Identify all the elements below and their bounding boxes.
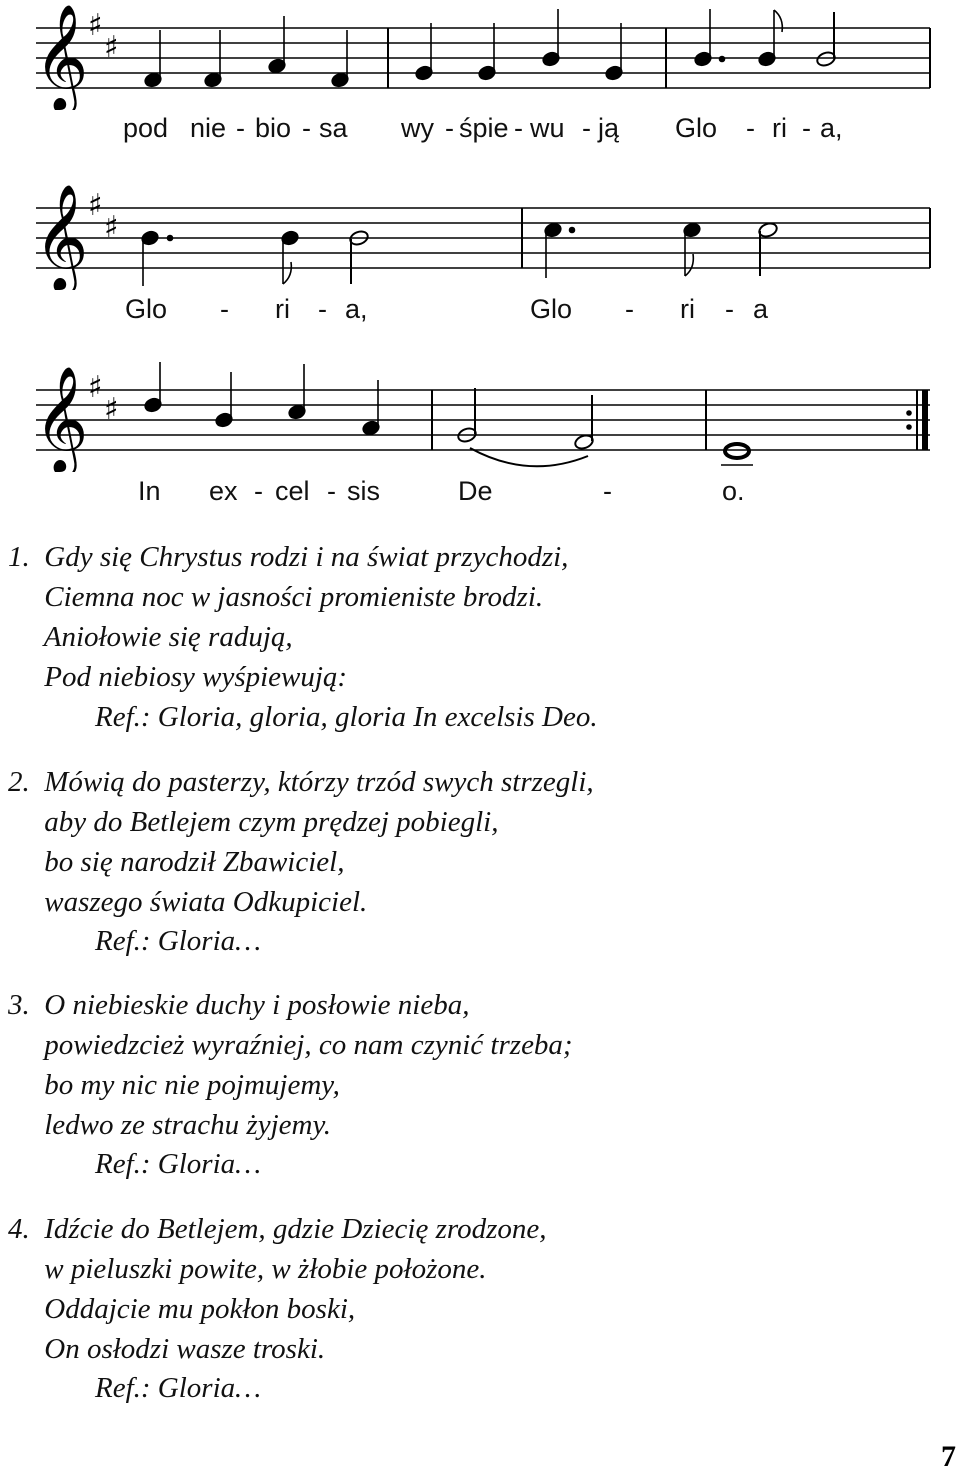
lyric-syllable: - (725, 294, 734, 324)
lyric-syllable: - (236, 113, 245, 143)
lyric-syllable: wy (401, 113, 434, 143)
verse-line: powiedzcież wyraźniej, co nam czynić trzeba; (8, 1029, 573, 1061)
note (143, 362, 162, 413)
note (287, 364, 306, 420)
sharp-icon: ♯ (88, 370, 103, 405)
staff-system-2 (0, 180, 960, 290)
verse-line: aby do Betlejem czym prędzej pobiegli, (8, 806, 499, 838)
note (414, 23, 433, 81)
note (573, 395, 594, 451)
lyric-syllable: De (458, 476, 493, 506)
lyric-syllable: - (746, 113, 755, 143)
lyric-syllable: Glo (530, 294, 573, 324)
lyric-syllable: nie (190, 113, 227, 143)
refrain-line: Ref.: Gloria… (8, 1148, 261, 1180)
lyric-syllable: Glo (125, 294, 168, 324)
lyric-syllable: ri (772, 113, 787, 143)
lyric-syllable: o. (722, 476, 745, 506)
lyric-syllable: pod (123, 113, 169, 143)
lyric-syllable: a (753, 294, 769, 324)
lyric-syllable: ri (275, 294, 290, 324)
lyric-syllable: a, (345, 294, 368, 324)
verse-line: Ciemna noc w jasności promieniste brodzi. (8, 581, 544, 613)
lyric-syllable: - (625, 294, 634, 324)
note (203, 30, 222, 88)
note (604, 23, 623, 81)
lyric-syllable: bio (255, 113, 292, 143)
note (267, 16, 286, 74)
note (214, 372, 233, 428)
lyric-syllable: In (138, 476, 161, 506)
lyric-syllable: a, (820, 113, 843, 143)
refrain-line: Ref.: Gloria… (8, 925, 261, 957)
verse-line: w pieluszki powite, w żłobie położone. (8, 1253, 487, 1285)
note (541, 9, 560, 67)
verse-line: waszego świata Odkupiciel. (8, 886, 368, 918)
note (140, 230, 172, 286)
note (361, 380, 380, 436)
lyric-syllable: - (220, 294, 229, 324)
page-number: 7 (941, 1440, 956, 1473)
lyric-syllable: ex (209, 476, 238, 506)
whole-note (721, 444, 753, 465)
lyric-syllable: - (318, 294, 327, 324)
verse-line: Oddajcie mu pokłon boski, (8, 1293, 356, 1325)
staff-system-3 (0, 362, 960, 472)
verse-line: 2. Mówią do pasterzy, którzy trzód swych strzegli, (8, 766, 594, 798)
lyric-syllable: ją (598, 113, 620, 143)
note (143, 30, 162, 88)
verse-line: 3. O niebieskie duchy i posłowie nieba, (8, 989, 470, 1021)
staff-system-1 (0, 0, 960, 110)
verse-line: 4. Idźcie do Betlejem, gdzie Dziecię zrodzone, (8, 1213, 547, 1245)
verse-line: bo my nic nie pojmujemy, (8, 1069, 340, 1101)
note (477, 23, 496, 81)
lyric-syllable: ri (680, 294, 695, 324)
sharp-icon: ♯ (104, 210, 119, 245)
verse-line: Pod niebiosy wyśpiewują: (8, 661, 348, 693)
note (280, 230, 299, 284)
lyric-syllable: Glo (675, 113, 718, 143)
lyric-syllable: - (514, 113, 523, 143)
refrain-line: Ref.: Gloria, gloria, gloria In excelsis Deo. (8, 701, 598, 733)
lyric-syllable: - (582, 113, 591, 143)
lyric-syllable: - (302, 113, 311, 143)
note (330, 30, 349, 88)
treble-clef-icon: 𝄞 (34, 3, 89, 110)
lyric-syllable: - (445, 113, 454, 143)
sharp-icon: ♯ (88, 188, 103, 223)
lyric-syllable: - (603, 476, 612, 506)
sharp-icon: ♯ (88, 8, 103, 43)
note (815, 12, 836, 68)
sharp-icon: ♯ (104, 392, 119, 427)
lyric-syllable: - (327, 476, 336, 506)
lyric-syllable: sa (319, 113, 348, 143)
note (693, 9, 724, 67)
verse-line: bo się narodził Zbawiciel, (8, 846, 345, 878)
lyric-syllable: - (802, 113, 811, 143)
verse-line: On osłodzi wasze troski. (8, 1333, 326, 1365)
verse-line: 1. Gdy się Chrystus rodzi i na świat przychodzi, (8, 541, 569, 573)
lyric-syllable: cel (275, 476, 310, 506)
refrain-line: Ref.: Gloria… (8, 1372, 261, 1404)
treble-clef-icon: 𝄞 (34, 365, 89, 472)
verse-line: Aniołowie się radują, (8, 621, 293, 653)
lyric-syllable: - (254, 476, 263, 506)
lyric-syllable: wu (530, 113, 565, 143)
treble-clef-icon: 𝄞 (34, 183, 89, 290)
note (543, 222, 574, 278)
verse-line: ledwo ze strachu żyjemy. (8, 1109, 331, 1141)
lyric-syllable: sis (347, 476, 380, 506)
sharp-icon: ♯ (104, 30, 119, 65)
lyric-syllable: śpie (459, 113, 509, 143)
